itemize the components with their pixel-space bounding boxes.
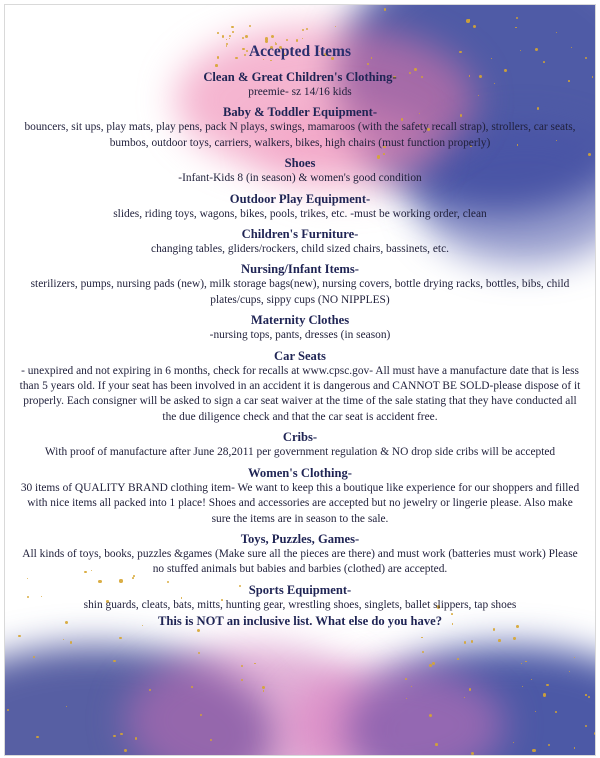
glitter-speck (585, 57, 587, 59)
glitter-speck (229, 38, 230, 39)
glitter-speck (466, 19, 469, 22)
glitter-speck (384, 8, 386, 10)
glitter-speck (63, 639, 64, 640)
glitter-speck (113, 660, 116, 663)
section-womens-clothing (17, 465, 583, 527)
glitter-speck (263, 690, 264, 691)
section-outdoor-play-equipment (17, 191, 583, 222)
glitter-speck (535, 711, 536, 712)
section-body: - unexpired and not expiring in 6 months, check for recalls at www.cpsc.gov- All must have a manufacture date that is less than 5 years old. If your seat has been involved in an accident it is dangerous and CANNOT BE SOLD-please dispose of it properly. Each consigner will be asked to sign a car seat waiver at the time of the sale stating that they have conducted all the due diligence check and that the car seat is accident free. (19, 364, 581, 423)
section-body: sterilizers, pumps, nursing pads (new), milk storage bags(new), nursing covers, bottle drying racks, bottles, bibs, child plates/cups, sippy cups (NO NIPPLES) (30, 278, 570, 306)
section-childrens-furniture (17, 226, 583, 257)
glitter-speck (241, 679, 243, 681)
glitter-speck (532, 749, 535, 752)
glitter-speck (229, 35, 231, 37)
section-toys-puzzles-games (17, 531, 583, 578)
section-heading: Children's Furniture- (241, 227, 359, 242)
glitter-speck (531, 679, 532, 680)
glitter-speck (421, 637, 422, 638)
section-car-seats (17, 348, 583, 426)
glitter-speck (555, 711, 557, 713)
glitter-speck (471, 752, 474, 755)
glitter-speck (222, 35, 224, 37)
section-body: preemie- sz 14/16 kids (248, 86, 352, 98)
glitter-speck (217, 32, 219, 34)
section-heading: Clean & Great Children's Clothing- (203, 70, 397, 84)
glitter-speck (469, 688, 471, 690)
glitter-speck (70, 641, 72, 643)
section-body: -Infant-Kids 8 (in season) & women's good condition (178, 172, 422, 185)
section-heading: Women's Clothing- (248, 465, 352, 480)
glitter-speck (513, 637, 515, 639)
section-heading: Car Seats (274, 348, 326, 363)
section-heading: Cribs- (282, 430, 318, 445)
section-heading: Toys, Puzzles, Games- (240, 531, 360, 546)
glitter-speck (119, 637, 121, 639)
section-cribs (17, 429, 583, 460)
section-sports-equipment (17, 582, 583, 629)
page-title: Accepted Items (248, 43, 351, 60)
glitter-speck (271, 35, 274, 38)
glitter-speck (464, 641, 466, 643)
closing-note: This is NOT an inclusive list. What else do you have? (158, 614, 442, 629)
glitter-speck (245, 35, 248, 38)
section-body: All kinds of toys, books, puzzles &games (Make sure all the pieces are there) and must work (batteries must work) Please no stuffed animals but babies and barbies (clothed) are accepted. (22, 547, 578, 576)
glitter-speck (302, 38, 303, 39)
glitter-speck (594, 732, 596, 735)
section-heading: Sports Equipment- (248, 582, 352, 597)
glitter-speck (232, 31, 234, 33)
glitter-speck (231, 26, 234, 29)
section-shoes (17, 155, 583, 186)
section-heading: Nursing/Infant Items- (241, 262, 359, 277)
section-body: 30 items of QUALITY BRAND clothing item- We want to keep this a boutique like experience for our shoppers and filled with nice items all packed into 1 place! Shoes and accessories are accepted but no jewelry or lingerie please. Also make sure the items are in season to the sale. (20, 481, 580, 525)
glitter-speck (435, 743, 438, 746)
section-heading: Maternity Clothes (250, 313, 350, 328)
glitter-speck (585, 694, 586, 695)
glitter-speck (306, 28, 308, 30)
section-heading: Outdoor Play Equipment- (229, 191, 371, 206)
section-body: changing tables, gliders/rockers, child sized chairs, bassinets, etc. (151, 243, 449, 256)
glitter-speck (473, 25, 476, 28)
glitter-speck (226, 39, 227, 40)
section-body: -nursing tops, pants, dresses (in season) (209, 329, 391, 342)
flyer-content (17, 43, 583, 632)
glitter-speck (422, 651, 424, 653)
section-maternity-clothes (17, 312, 583, 343)
section-heading: Shoes (284, 156, 316, 171)
glitter-speck (249, 25, 251, 27)
section-heading: Baby & Toddler Equipment- (222, 105, 378, 120)
section-baby-toddler-equipment (17, 104, 583, 151)
glitter-speck (498, 639, 501, 642)
glitter-speck (521, 663, 522, 664)
glitter-speck (543, 693, 546, 696)
glitter-speck (335, 26, 336, 27)
section-nursing-infant-items (17, 261, 583, 308)
section-body: bouncers, sit ups, play mats, play pens, pack N plays, swings, mamaroos (with the safety recall strap), strollers, car seats, bumbos, outdoor toys, carriers, walkers, bikes, high chairs (must function properly) (24, 121, 576, 149)
section-body: shin guards, cleats, bats, mitts, hunting gear, wrestling shoes, singlets, ballet slippers, tap shoes (83, 598, 517, 611)
section-body: With proof of manufacture after June 28,2011 per government regulation & NO drop side cribs will be accepted (44, 446, 556, 459)
section-childrens-clothing (17, 69, 583, 100)
section-body: slides, riding toys, wagons, bikes, pools, trikes, etc. -must be working order, clean (113, 207, 487, 220)
glitter-speck (588, 696, 590, 698)
glitter-speck (18, 635, 20, 637)
glitter-speck (471, 640, 474, 643)
flyer-page (4, 4, 596, 756)
glitter-speck (254, 663, 255, 664)
